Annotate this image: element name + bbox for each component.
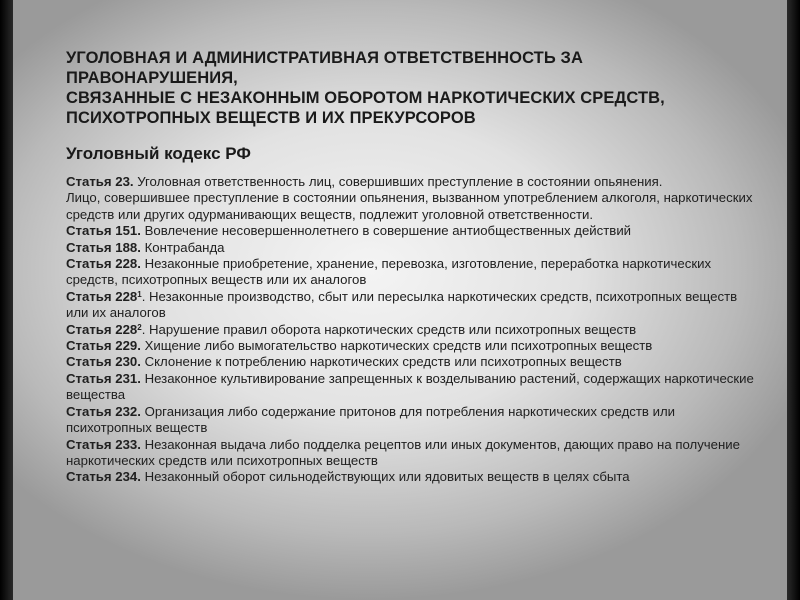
- slide: [13, 0, 787, 600]
- article-text: Лицо, совершившее преступление в состоянии опьянения, вызванном употреблением алкоголя, наркотических средств или других одурманивающих веществ, подлежит уголовной ответственности.: [66, 190, 753, 222]
- title-line: ПСИХОТРОПНЫХ ВЕЩЕСТВ И ИХ ПРЕКУРСОРОВ: [66, 109, 476, 127]
- article-number: Статья 232.: [66, 403, 141, 419]
- article-text: Незаконные приобретение, хранение, перевозка, изготовление, переработка наркотических средств, психотропных веществ или их аналогов: [66, 256, 712, 288]
- article-number: Статья 230.: [66, 354, 141, 370]
- article-number: Статья 188.: [66, 239, 141, 255]
- article-number: Статья 229.: [66, 338, 141, 354]
- article-superscript: 1: [137, 289, 142, 299]
- article-text: Уголовная ответственность лиц, совершивших преступление в состоянии опьянения.: [133, 174, 663, 189]
- article-item: [66, 404, 756, 437]
- page-title: [66, 48, 746, 128]
- article-text: Незаконное культивирование запрещенных к возделыванию растений, содержащих наркотические вещества: [66, 370, 754, 403]
- article-item: [66, 354, 756, 370]
- article-text: Незаконный оборот сильнодействующих или ядовитых веществ в целях сбыта: [140, 469, 630, 485]
- article-number: Статья 231.: [66, 370, 141, 386]
- article-text: Вовлечение несовершеннолетнего в совершение антиобщественных действий: [140, 223, 632, 239]
- article-item: [66, 174, 756, 190]
- section-subtitle: Уголовный кодекс РФ: [66, 144, 251, 163]
- article-item: [66, 190, 756, 223]
- article-text: Склонение к потреблению наркотических средств или психотропных веществ: [140, 354, 622, 370]
- article-text: Хищение либо вымогательство наркотических средств или психотропных веществ: [140, 338, 653, 354]
- article-number: Статья 23.: [66, 174, 134, 189]
- article-item: [66, 223, 756, 239]
- article-superscript: 2: [137, 322, 142, 332]
- article-number: Статья 234.: [66, 469, 141, 485]
- article-item: [66, 371, 756, 404]
- article-item: [66, 338, 756, 354]
- article-item: [66, 256, 756, 289]
- article-text: . Нарушение правил оборота наркотических средств или психотропных веществ: [141, 321, 637, 337]
- article-text: Организация либо содержание притонов для потребления наркотических средств или психотропных веществ: [66, 403, 676, 436]
- slide-border-right: [787, 0, 800, 600]
- article-item: [66, 469, 756, 485]
- article-list: [66, 174, 756, 486]
- article-number: Статья 228: [66, 288, 138, 304]
- article-text: Незаконная выдача либо подделка рецептов или иных документов, дающих право на получение наркотических средств или психотропных веществ: [66, 436, 740, 468]
- article-number: Статья 228.: [66, 256, 141, 272]
- article-item: [66, 240, 756, 256]
- article-number: Статья 151.: [66, 223, 141, 239]
- title-line: ПРАВОНАРУШЕНИЯ,: [66, 69, 238, 87]
- slide-border-left: [0, 0, 13, 600]
- article-item: [66, 437, 756, 470]
- title-line: СВЯЗАННЫЕ С НЕЗАКОННЫМ ОБОРОТОМ НАРКОТИЧЕСКИХ СРЕДСТВ,: [66, 89, 665, 107]
- title-line: УГОЛОВНАЯ И АДМИНИСТРАТИВНАЯ ОТВЕТСТВЕННОСТЬ ЗА: [66, 49, 583, 67]
- article-item: [66, 289, 756, 322]
- article-number: Статья 228: [66, 321, 138, 337]
- article-item: [66, 322, 756, 338]
- article-text: . Незаконные производство, сбыт или пересылка наркотических средств, психотропных веществ или их аналогов: [66, 288, 738, 321]
- article-text: Контрабанда: [140, 239, 225, 255]
- article-number: Статья 233.: [66, 436, 141, 452]
